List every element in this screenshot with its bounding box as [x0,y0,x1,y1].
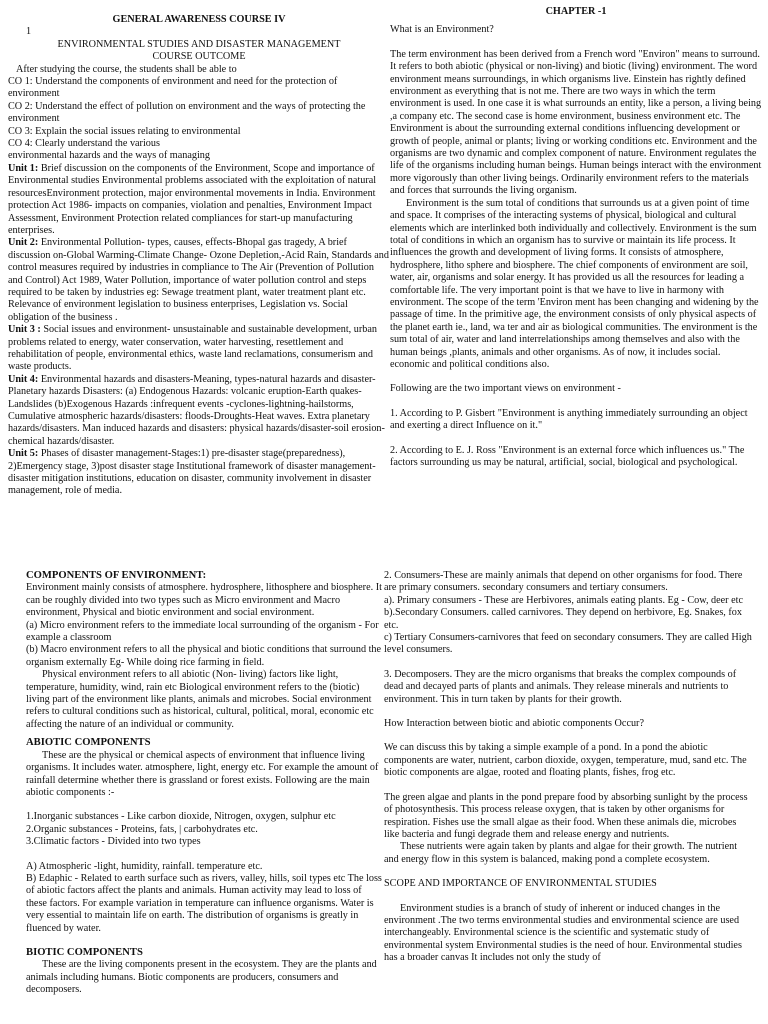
abiotic-list-item: 2.Organic substances - Proteins, fats, | carbohydrates etc. [26,823,258,835]
unit-label: Unit 5: [8,448,39,460]
environment-definition-paragraph: The term environment has been derived from a French word "Environ" means to surround. It refers to both abiotic (physical or non-living) and biotic (living) environment. The word environment means surroundings, in which organisms live. Einstein has rightly defined environment as everything that is not me. There are two ways in which the term environment is used. In one case it is what surrounds an entity, like a person, a living being ,a company etc. The second case is home environment, business environment etc. The Environment is about the surrounding external conditions influencing development or growth of people, animal or plants; living or working conditions etc. Environment and the organisms are two dynamic and complex component of nature. Environment regulates the life of the organisms including human beings. Human beings interact with the environment more vigorously than other living beings. Ordinarily environment refers to the materials and forces that surrounds the living organism. [390,48,762,197]
unit-text: Phases of disaster management-Stages:1) pre-disaster stage(preparedness), 2)Emergency stage, 3)post disaster stage Institutional framework of disaster management-disaster mitigation institutions, education on disaster, community involvement in disaster management, role of media. [8,448,376,497]
physical-environment: Physical environment refers to all abiotic (Non- living) factors like light, temperature, humidity, wind, rain etc Biological environment refers to the (biotic) living part of the environment like plants, animals and microbes. Social environment refers to cultural conditions such as historical, cultural, political, moral, economic etc affecting the nature of an individual or community. [26,669,374,730]
page-number: 1 [26,26,32,38]
outcome-item: environmental hazards and the ways of managing [8,150,210,162]
outcome-item: CO 1: Understand the components of environment and need for the protection of environment [8,76,338,100]
components-column [26,570,382,997]
components-text: Environment mainly consists of atmosphere. hydrosphere, lithosphere and biosphere. It can be roughly divided into two types such as Micro environment and Macro environment, Physical and biotic environment and social environment. [26,582,382,619]
micro-environment: (a) Micro environment refers to the immediate local surrounding of the organism - For example a classroom [26,619,379,644]
unit-text: Brief discussion on the components of the Environment, Scope and importance of Environmental studies Environmental problems associated with the exploitation of natural resourcesEnvironment protection, major environmental movements in India. Environment protection Act 1986- impacts on companies, violation and penalties, Environment Impact Assessment, Environment Protection related compliances for start-up manufacturing enterprises. [8,162,377,236]
biotic-text: These are the living components present in the ecosystem. They are the plants and animals including humans. Biotic components are producers, consumers and decomposers. [26,959,377,996]
unit-label: Unit 3 : [8,324,41,336]
abiotic-heading: ABIOTIC COMPONENTS [26,737,151,749]
unit-text: Social issues and environment- unsustainable and sustainable development, urban problems related to energy, water conservation, water harvesting, resettlement and rehabilitation of people, environmental ethics, waste land reclamations, consumerism and waste products. [8,324,377,373]
interaction-question: How Interaction between biotic and abiotic components Occur? [384,718,644,730]
unit-1 [8,163,390,237]
unit-4 [8,374,390,448]
nutrients-text: These nutrients were again taken by plants and algae for their growth. The nutrient and energy flow in this system is balanced, making pond a complete ecosystem. [384,841,738,865]
macro-environment: (b) Macro environment refers to all the physical and biotic conditions that surround the organism externally Eg- While doing rice farming in field. [26,644,382,668]
abiotic-text: These are the physical or chemical aspects of environment that influence living organisms. It includes water. atmosphere, light, energy etc. For example the amount of rainfall determine whether there is grassland or forest exists. Following are the main abiotic components :- [26,749,379,798]
biotic-heading: BIOTIC COMPONENTS [26,946,143,958]
scope-heading: SCOPE AND IMPORTANCE OF ENVIRONMENTAL STUDIES [384,878,657,890]
course-title: GENERAL AWARENESS COURSE IV [112,14,286,25]
unit-2 [8,237,390,324]
decomposers-text: 3. Decomposers. They are the micro organisms that breaks the complex compounds of dead and decayed parts of plants and animals. They release minerals and nutrients to environment. This in turn taken by plants for their growth. [384,668,737,705]
scope-text: Environment studies is a branch of study of inherent or induced changes in the environment .The two terms environmental studies and environmental science are used interchangeably. Environmental science is the scientific and systematic study of environmental system Environmental studies is the need of hour. Environmental studies has a broader canvas It includes not only the study of [384,902,742,964]
unit-5 [8,448,390,498]
view-ross: 2. According to E. J. Ross "Environment is an external force which influences us." The factors surrounding us may be natural, artificial, social, biological and psychological. [390,444,745,468]
views-intro: Following are the two important views on environment - [390,383,621,395]
chapter-question: What is an Environment? [390,24,494,36]
atmospheric-factors: A) Atmospheric -light, humidity, rainfall. temperature etc. [26,860,263,872]
unit-text: Environmental Pollution- types, causes, effects-Bhopal gas tragedy, A brief discussion on-Global Warming-Climate Change- Ozone Depletion,-Acid Rain, Standards and control measures required by industries in compliance to The Air (Prevention of Pollution and Control) Act 1989, Water Pollution, importance of water pollution control and steps required to be taken by industries eg: Sewage treatment plant, water treatment plant etc. Relevance of environment legislation to business enterprises, Legislation vs. Social obligation of the business . [8,237,389,323]
tertiary-consumers: c) Tertiary Consumers-carnivores that feed on secondary consumers. They are called High level consumers. [384,632,752,656]
components-heading: COMPONENTS OF ENVIRONMENT: [26,570,207,581]
chapter-column [390,6,762,469]
outcome-item: CO 3: Explain the social issues relating to environmental [8,125,241,137]
outcome-item: CO 2: Understand the effect of pollution on environment and the ways of protecting the environment [8,100,366,125]
unit-text: Environmental hazards and disasters-Meaning, types-natural hazards and disaster-Planetary hazards Disasters: (a) Endogenous Hazards: volcanic eruption-Earth quakes-Landslides (b)Exogenous Hazards :infrequent events -cyclones-lightning-hailstorms, Cumulative atmospheric hazards/disasters: floods-Droughts-Heat waves. Extra planetary hazards/disasters. Man induced hazards and disasters: physical hazards/disaster-soil erosion-chemical hazards/disaster. [8,373,385,447]
edaphic-factors: B) Edaphic - Related to earth surface such as rivers, valley, hills, soil types etc The loss of abiotic factors affect the plants and animals. Human activity may lead to loss of these factors. For example variation in temperature can influence organisms. Water is very essential to maintain life on earth. The distribution of organisms is greatly in fluenced by water. [26,872,382,934]
view-gisbert: 1. According to P. Gisbert "Environment is anything immediately surrounding an object and exerting a direct Influence on it." [390,407,748,432]
chapter-heading: CHAPTER -1 [545,6,607,17]
environment-sum-paragraph: Environment is the sum total of conditions that surrounds us at a given point of time and space. It comprises of the interacting systems of physical, biological and cultural elements which are interlinked both individually and collectively. Environment is the sum total of conditions in which an organism has to survive or maintain its life process. It influences the growth and development of living forms. It consists of atmosphere, hydrosphere, litho sphere and biosphere. The chief components of environment are soil, water, air, organisms and solar energy. It has provided us all the resources for leading a comfortable life. The very important point is that we have to live in harmony with environment. The scope of the term 'Environ ment has been changing and widening by the passage of time. In the primitive age, the environment consists of only physical aspects of the planet earth ie., land, wa ter and air as biological communities. The environment is the sum total of air, water and land interrelationships among themselves and also with the human beings ,plants, animals and other organisms. As of now, it includes social. economic and political conditions also. [390,197,759,370]
primary-consumers: a). Primary consumers - These are Herbivores, animals eating plants. Eg - Cow, deer etc [384,594,743,606]
unit-label: Unit 4: [8,373,39,385]
algae-text: The green algae and plants in the pond prepare food by absorbing sunlight by the process of photosynthesis. This process release oxygen, that is taken by other organisms for respiration. Fishes use the small algae as their food. When these animals die, microbes like bacteria and fungi degrade them and release energy and nutrients. [384,791,748,840]
secondary-consumers: b).Secondary Consumers. called carnivores. They depend on herbivore, Eg. Snakes, fox etc. [384,607,742,631]
consumers-text: 2. Consumers-These are mainly animals that depend on other organisms for food. There are primary consumers. secondary consumers and tertiary consumers. [384,570,743,594]
pond-example: We can discuss this by taking a simple example of a pond. In a pond the abiotic components are water, nutrient, carbon dioxide, oxygen, temperature, mud, sand etc. The biotic components are algae, rooted and floating plants, fishes, frog etc. [384,742,747,779]
course-outline-column [8,14,390,498]
outcome-title: COURSE OUTCOME [152,51,246,63]
subject-title: ENVIRONMENTAL STUDIES AND DISASTER MANAGEMENT [57,38,341,50]
outcome-item: CO 4: Clearly understand the various [8,138,160,150]
unit-3 [8,324,390,374]
outcome-intro: After studying the course, the students shall be able to [16,63,237,75]
unit-label: Unit 1: [8,162,39,174]
consumers-column [384,570,754,965]
unit-label: Unit 2: [8,237,39,249]
abiotic-list-item: 1.Inorganic substances - Like carbon dioxide, Nitrogen, oxygen, sulphur etc [26,811,336,823]
abiotic-list-item: 3.Climatic factors - Divided into two types [26,836,201,848]
